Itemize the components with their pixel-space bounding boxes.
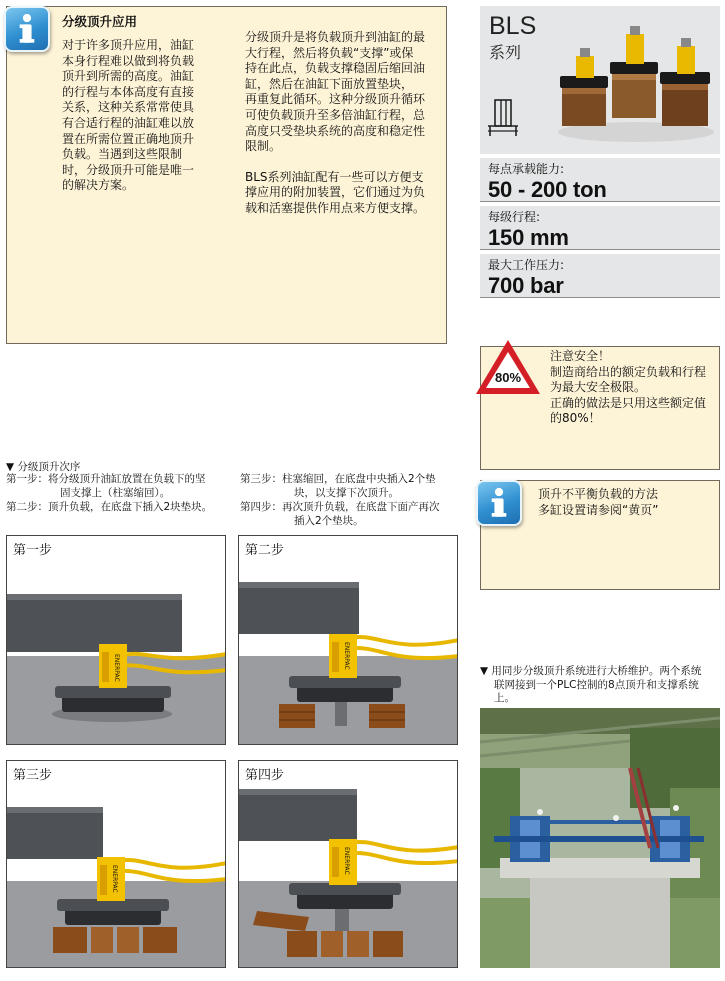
svg-text:ENERPAC: ENERPAC	[343, 847, 350, 875]
spec-stroke-label: 每级行程:	[488, 210, 541, 224]
bridge-photo	[480, 708, 720, 968]
sequence-right-text: 第三步： 柱塞缩回，在底盘中央插入2个垫 块，以支撑下次顶升。 第四步： 再次顶升负载，在底盘下面产再次 插入2个垫块。	[240, 473, 440, 527]
info-icon-2	[476, 480, 522, 526]
step-title-2: 第二步	[245, 543, 285, 558]
product-photo	[556, 14, 716, 152]
step-title-3: 第三步	[13, 768, 53, 783]
spec-pressure-label: 最大工作压力:	[488, 258, 565, 272]
spec-capacity-value: 50 - 200 ton	[488, 177, 607, 202]
sequence-left-text: 第一步： 将分级顶升油缸放置在负载下的坚 固支撑上（柱塞缩回）。 第二步： 顶升负载，在底盘下插入2块垫块。	[6, 473, 213, 513]
spec-pressure-value: 700 bar	[488, 273, 564, 298]
step-panel-4	[238, 760, 458, 968]
info-icon	[4, 6, 50, 52]
step-panel-3	[6, 760, 226, 968]
step-title-1: 第一步	[13, 543, 53, 558]
product-model: BLS	[489, 12, 537, 40]
uneven-info-text: 顶升不平衡负载的方法 多缸设置请参阅“黄页”	[538, 487, 659, 517]
step-panel-1	[6, 535, 226, 745]
step-4-illustration	[239, 761, 458, 968]
spec-stroke	[480, 206, 720, 250]
safety-text: 注意安全！ 制造商给出的额定负载和行程 为最大安全极限。 正确的做法是只用这些额定值 的80%！	[550, 349, 707, 426]
step-2-illustration	[239, 536, 458, 745]
sequence-heading: ▼ 分级顶升次序	[6, 461, 81, 473]
svg-text:ENERPAC: ENERPAC	[343, 642, 350, 670]
spec-capacity-label: 每点承载能力:	[488, 162, 565, 176]
staging-info-col1: 对于许多顶升应用，油缸 本身行程难以做到将负载 顶升到所需的高度。油缸 的行程与本体高度有直接 关系，这种关系常常使具 有合适行程的油缸难以放 置在所需位置正确地顶升 负载。当遇到这些限制 时，分级顶升可能是唯一 的解决方案。	[62, 38, 195, 193]
step-3-illustration	[7, 761, 226, 968]
svg-text:ENERPAC: ENERPAC	[113, 654, 120, 682]
step-title-4: 第四步	[245, 768, 285, 783]
cylinder-staging-icon	[486, 98, 520, 138]
spec-stroke-value: 150 mm	[488, 225, 569, 250]
step-panel-2	[238, 535, 458, 745]
staging-info-col2: 分级顶升是将负载顶升到油缸的最 大行程，然后将负载“支撑”或保 持在此点，负载支撑稳固后缩回油 缸，然后在油缸下面放置垫块， 再重复此循环。这种分级顶升循环 可使负载顶升至多倍油缸行程，总 高度只受垫块系统的高度和稳定性 限制。 BLS系列油缸配有一些可以方便支 撑应用的附加装置，它们通过为负 载和活塞提供作用点来方便支撑。	[245, 30, 426, 215]
spec-pressure	[480, 254, 720, 298]
staging-info-title: 分级顶升应用	[62, 14, 138, 29]
svg-text:ENERPAC: ENERPAC	[111, 865, 118, 893]
product-series: 系列	[489, 43, 522, 62]
safety-badge: 80%	[494, 370, 522, 385]
spec-capacity	[480, 158, 720, 202]
warning-triangle-icon	[474, 338, 542, 396]
bridge-caption: ▼ 用同步分级顶升系统进行大桥维护。两个系统 联网接到一个PLC控制的8点顶升和支撑系统 上。	[480, 665, 702, 704]
step-1-illustration	[7, 536, 226, 745]
